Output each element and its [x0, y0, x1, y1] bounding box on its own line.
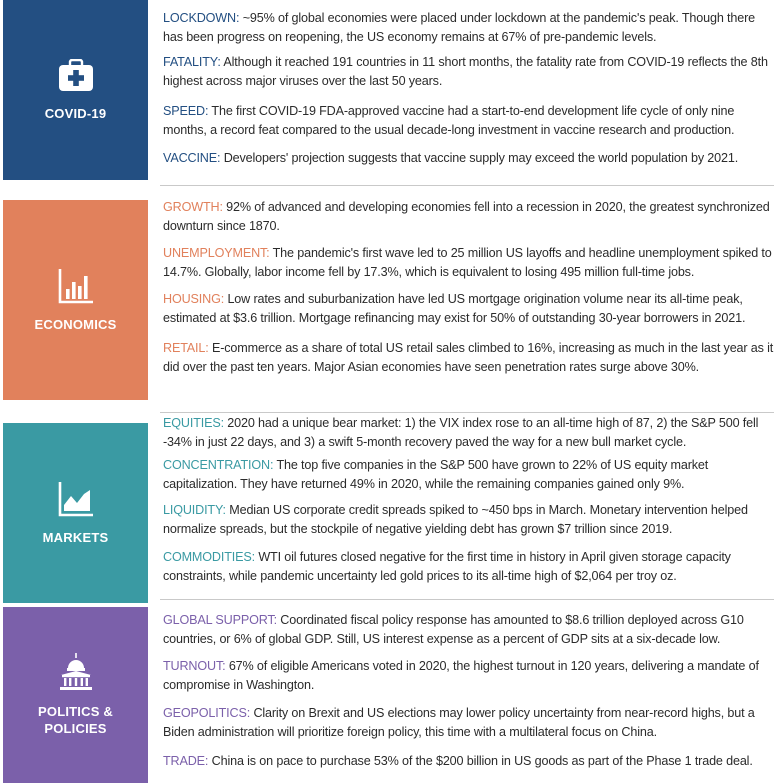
item-list [163, 416, 774, 597]
section-politics [0, 601, 780, 783]
section-covid [0, 0, 780, 180]
item-keyword: FATALITY: [163, 55, 221, 69]
section-divider [160, 412, 774, 413]
item-keyword: COMMODITIES: [163, 550, 255, 564]
item-keyword: LIQUIDITY: [163, 503, 226, 517]
list-item [163, 244, 774, 282]
list-item [163, 339, 774, 377]
section-divider [160, 185, 774, 186]
list-item [163, 657, 774, 695]
list-item [163, 704, 774, 742]
list-item [163, 290, 774, 328]
list-item [163, 198, 774, 236]
section-divider [160, 599, 774, 600]
item-keyword: GLOBAL SUPPORT: [163, 613, 277, 627]
item-text: WTI oil futures closed negative for the first time in history in April given storage capacity constraints, while pandemic uncertainty led gold prices to its all-time high of $2,064 per troy oz. [163, 550, 731, 583]
item-text: The first COVID-19 FDA-approved vaccine had a start-to-end development life cycle of only nine months, a record feat compared to the usual decade-long investment in vaccine research and production. [163, 104, 735, 137]
item-keyword: UNEMPLOYMENT: [163, 246, 270, 260]
list-item [163, 149, 774, 168]
tile-title: POLITICS & POLICIES [38, 704, 113, 736]
list-item [163, 548, 774, 586]
list-item [163, 102, 774, 140]
item-text: ~95% of global economies were placed under lockdown at the pandemic's peak. Though there has been progress on reopening, the US economy remains at 67% of pre-pandemic levels. [163, 11, 755, 44]
item-keyword: HOUSING: [163, 292, 225, 306]
item-keyword: EQUITIES: [163, 416, 224, 430]
item-keyword: TURNOUT: [163, 659, 226, 673]
item-text: Coordinated fiscal policy response has amounted to $8.6 trillion deployed across G10 countries, or 6% of global GDP. Still, US interest expense as a percent of GDP sits at a six-decade low. [163, 613, 744, 646]
item-keyword: SPEED: [163, 104, 209, 118]
section-economics [0, 194, 780, 396]
tile-politics [3, 607, 148, 783]
item-list [163, 0, 774, 180]
item-text: 67% of eligible Americans voted in 2020, the highest turnout in 120 years, delivering a mandate of compromise in Washington. [163, 659, 759, 692]
item-keyword: GEOPOLITICS: [163, 706, 251, 720]
list-item [163, 611, 774, 649]
list-item [163, 501, 774, 539]
item-text: Although it reached 191 countries in 11 short months, the fatality rate from COVID-19 reflects the 8th highest across major viruses over the last 50 years. [163, 55, 768, 88]
area-chart-icon [58, 481, 94, 517]
list-item [163, 752, 774, 771]
tile-covid [3, 0, 148, 180]
list-item [163, 9, 774, 47]
item-keyword: VACCINE: [163, 151, 221, 165]
item-text: Median US corporate credit spreads spiked to ~450 bps in March. Monetary intervention helped normalize spreads, but the stockpile of negative yielding debt has grown $7 trillion since 2019. [163, 503, 748, 536]
bar-chart-icon [58, 268, 94, 304]
medical-kit-icon [58, 59, 94, 93]
item-keyword: TRADE: [163, 754, 209, 768]
item-text: 92% of advanced and developing economies fell into a recession in 2020, the greatest synchronized downturn since 1870. [163, 200, 770, 233]
item-text: The pandemic's first wave led to 25 million US layoffs and headline unemployment spiked to 14.7%. Globally, labor income fell by 17.3%, which is equivalent to losing 495 million full-time jobs. [163, 246, 772, 279]
tile-title: MARKETS [42, 529, 109, 545]
list-item [163, 414, 774, 452]
item-text: The top five companies in the S&P 500 have grown to 22% of US equity market capitalization. They have returned 49% in 2020, while the remaining companies gained only 9%. [163, 458, 709, 491]
list-item [163, 53, 774, 91]
tile-markets [3, 423, 148, 603]
tile-economics [3, 200, 148, 400]
item-text: E-commerce as a share of total US retail sales climbed to 16%, increasing as much in the last year as it did over the past ten years. Major Asian economies have seen penetration rates surge above 30%. [163, 341, 774, 374]
tile-title: COVID-19 [44, 105, 107, 121]
tile-title: ECONOMICS [34, 316, 117, 332]
item-text: Low rates and suburbanization have led US mortgage origination volume near its all-time peak, estimated at $3.6 trillion. Mortgage refinancing may exist for 50% of outstanding 30-year borrowers in 2021. [163, 292, 746, 325]
item-keyword: LOCKDOWN: [163, 11, 240, 25]
item-keyword: GROWTH: [163, 200, 223, 214]
item-keyword: CONCENTRATION: [163, 458, 274, 472]
list-item [163, 456, 774, 494]
item-text: Developers' projection suggests that vaccine supply may exceed the world population by 2021. [223, 151, 739, 165]
item-text: Clarity on Brexit and US elections may lower policy uncertainty from near-record highs, but a Biden administration will prioritize foreign policy, this time with a multilateral focus on China. [163, 706, 755, 739]
item-list [163, 194, 774, 396]
item-list [163, 601, 774, 783]
section-markets [0, 416, 780, 597]
item-text: 2020 had a unique bear market: 1) the VIX index rose to an all-time high of 87, 2) the S&P 500 fell -34% in just 22 days, and 3) a swift 5-month recovery paved the way for a new bull market cycle. [163, 416, 759, 449]
item-text: China is on pace to purchase 53% of the $200 billion in US goods as part of the Phase 1 trade deal. [211, 754, 753, 768]
capitol-building-icon [58, 653, 94, 691]
item-keyword: RETAIL: [163, 341, 209, 355]
